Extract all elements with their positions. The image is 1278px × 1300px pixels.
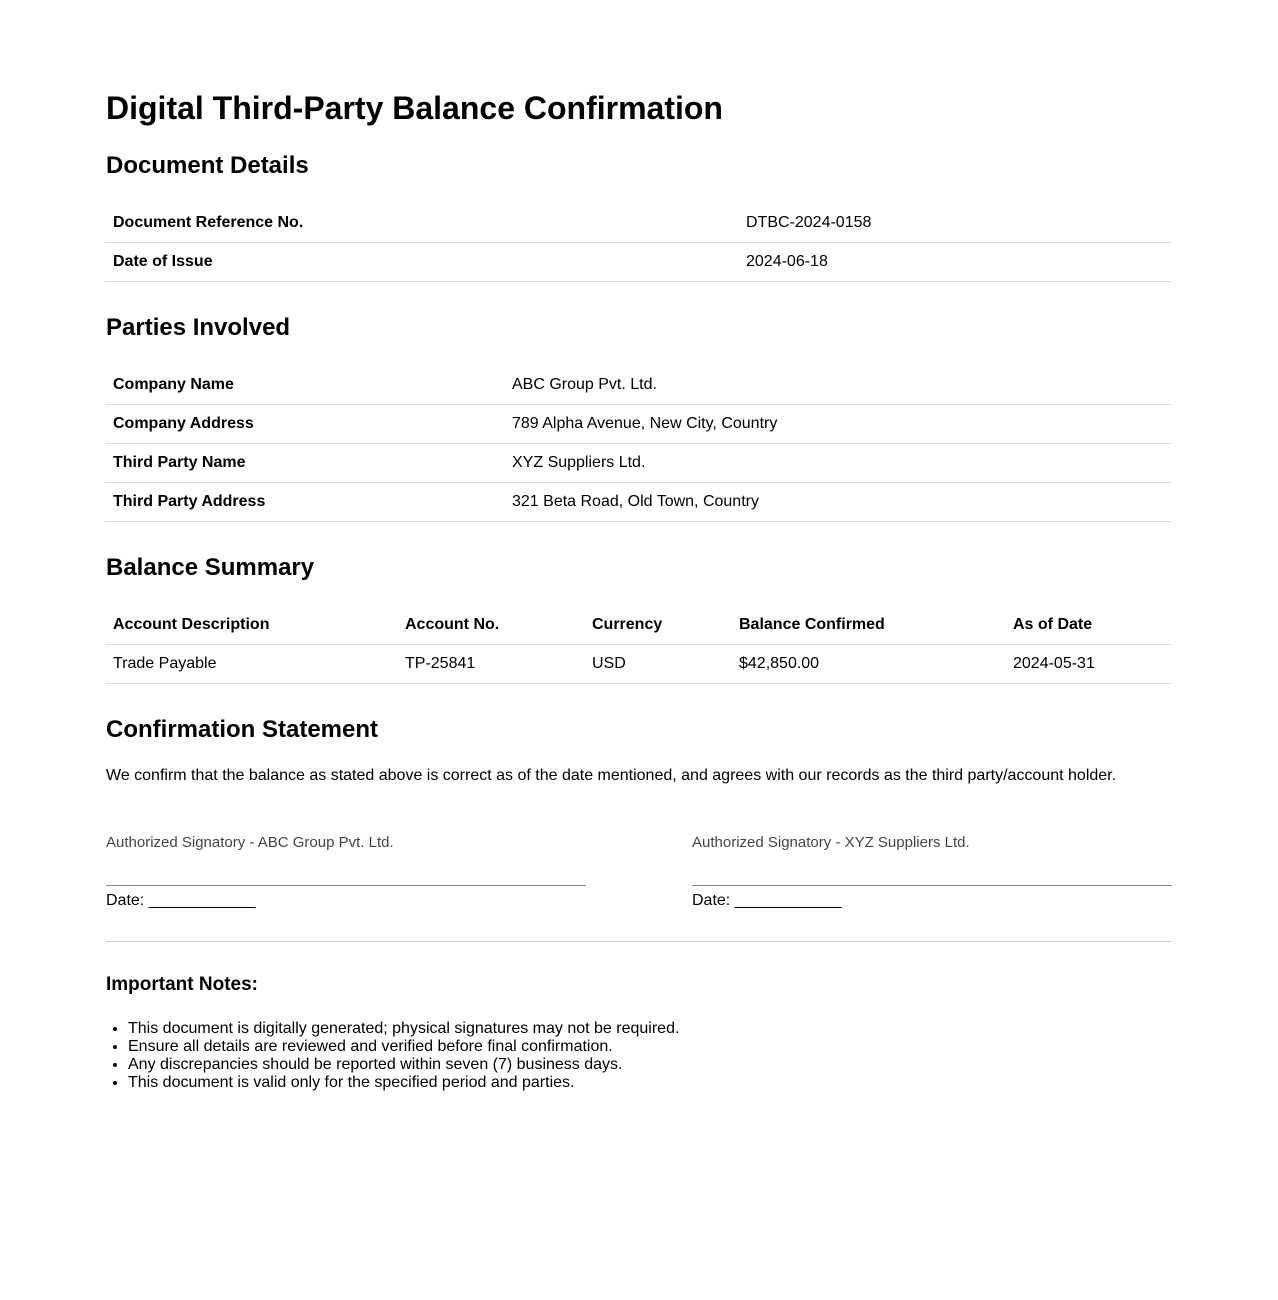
table-row: [105, 645, 1172, 684]
column-header: As of Date: [1005, 606, 1172, 645]
third-party-name-value: XYZ Suppliers Ltd.: [504, 444, 1172, 483]
signature-date: Date: ____________: [106, 892, 256, 909]
list-item: • Any discrepancies should be reported within seven (7) business days.: [128, 1056, 679, 1074]
balance-summary-table: [105, 606, 1172, 684]
notes-list: [106, 1020, 679, 1092]
third-party-address-label: Third Party Address: [105, 483, 504, 522]
signature-line[interactable]: [106, 885, 586, 886]
account-description-cell: Trade Payable: [105, 645, 397, 684]
notes-heading: Important Notes:: [106, 974, 258, 995]
signature-block-company: [106, 834, 586, 910]
list-item: • This document is valid only for the specified period and parties.: [128, 1074, 679, 1092]
table-row: [105, 243, 1172, 282]
date-of-issue-label: Date of Issue: [105, 243, 738, 282]
table-row: [105, 204, 1172, 243]
table-row: [105, 405, 1172, 444]
company-name-value: ABC Group Pvt. Ltd.: [504, 366, 1172, 405]
account-number-cell: TP-25841: [397, 645, 584, 684]
signature-date: Date: ____________: [692, 892, 842, 909]
parties-heading: Parties Involved: [106, 314, 291, 341]
date-of-issue-value: 2024-06-18: [738, 243, 1172, 282]
balance-confirmed-cell: $42,850.00: [731, 645, 1005, 684]
list-item: • This document is digitally generated; physical signatures may not be required.: [128, 1020, 679, 1038]
reference-number-label: Document Reference No.: [105, 204, 738, 243]
signatory-label: Authorized Signatory - XYZ Suppliers Ltd.: [692, 834, 970, 851]
table-row: [105, 366, 1172, 405]
table-row: [105, 483, 1172, 522]
company-address-value: 789 Alpha Avenue, New City, Country: [504, 405, 1172, 444]
column-header: Account Description: [105, 606, 397, 645]
list-item: • Ensure all details are reviewed and verified before final confirmation.: [128, 1038, 679, 1056]
as-of-date-cell: 2024-05-31: [1005, 645, 1172, 684]
divider: [106, 941, 1172, 942]
document-details-table: [105, 204, 1172, 282]
column-header: Balance Confirmed: [731, 606, 1005, 645]
column-header: Currency: [584, 606, 731, 645]
page-title: Digital Third-Party Balance Confirmation: [106, 90, 723, 126]
third-party-name-label: Third Party Name: [105, 444, 504, 483]
signature-line[interactable]: [692, 885, 1172, 886]
document-details-heading: Document Details: [106, 152, 309, 179]
parties-table: [105, 366, 1172, 522]
confirmation-text: We confirm that the balance as stated above is correct as of the date mentioned, and agrees with our records as the third party/account holder.: [106, 767, 1117, 784]
table-header-row: [105, 606, 1172, 645]
company-address-label: Company Address: [105, 405, 504, 444]
third-party-address-value: 321 Beta Road, Old Town, Country: [504, 483, 1172, 522]
signature-block-third-party: [692, 834, 1172, 910]
balance-summary-heading: Balance Summary: [106, 554, 315, 581]
column-header: Account No.: [397, 606, 584, 645]
currency-cell: USD: [584, 645, 731, 684]
table-row: [105, 444, 1172, 483]
signatory-label: Authorized Signatory - ABC Group Pvt. Ltd.: [106, 834, 394, 851]
confirmation-heading: Confirmation Statement: [106, 716, 379, 743]
company-name-label: Company Name: [105, 366, 504, 405]
reference-number-value: DTBC-2024-0158: [738, 204, 1172, 243]
